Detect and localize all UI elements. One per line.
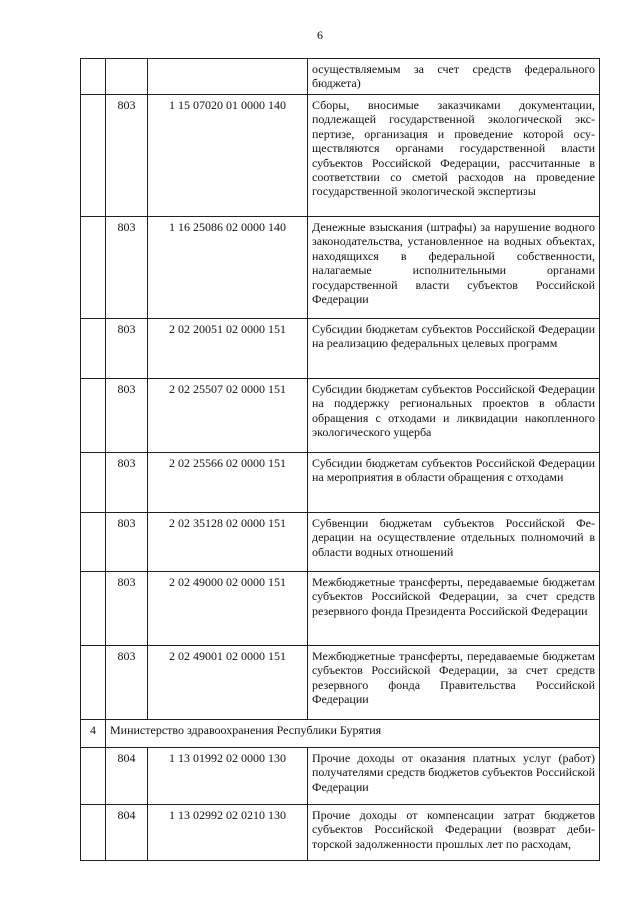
row-number-cell [81,453,106,513]
table-body [81,59,600,861]
ministry-row [81,720,600,748]
budget-classification-code: 1 16 25086 02 0000 140 [148,217,308,319]
budget-classification-code: 2 02 20051 02 0000 151 [148,319,308,379]
table-row [81,513,600,572]
admin-code-cell: 803 [106,217,148,319]
revenue-name-cell: Сборы, вносимые заказчиками документации, подлежащей государственной экологической экспертизе, организация и проведение которой осуществляются органами государственной власти субъектов Российской Федерации, рассчитанные в соответствии со сметой расходов на проведение государственной экологической экспертизы [308,95,600,217]
budget-classification-code: 1 15 07020 01 0000 140 [148,95,308,217]
admin-code-cell: 803 [106,572,148,646]
revenue-name-cell: Межбюджетные трансферты, передаваемые бюджетам субъектов Российской Федерации, за счет средств резервного фонда Президента Российской Федерации [308,572,600,646]
row-number-cell [81,379,106,453]
table-row [81,453,600,513]
row-number-cell [81,59,106,95]
revenue-name-cell: Прочие доходы от компенсации затрат бюджетов субъектов Российской Федерации (возврат дебиторской задолженности прошлых лет по расходам, [308,805,600,861]
budget-classification-code: 2 02 25566 02 0000 151 [148,453,308,513]
table-row [81,379,600,453]
row-number-cell [81,513,106,572]
row-number-cell [81,319,106,379]
budget-classification-code: 2 02 25507 02 0000 151 [148,379,308,453]
table-row [81,646,600,720]
budget-classification-code: 2 02 49001 02 0000 151 [148,646,308,720]
page-number: 6 [317,28,323,42]
ministry-number: 4 [81,720,106,748]
admin-code-cell: 804 [106,805,148,861]
table-row [81,319,600,379]
revenue-name-cell: Субсидии бюджетам субъектов Российской Федерации на мероприятия в области обращения с отходами [308,453,600,513]
budget-classification-code [148,59,308,95]
budget-classification-code: 1 13 01992 02 0000 130 [148,748,308,805]
admin-code-cell: 803 [106,513,148,572]
budget-classification-code: 1 13 02992 02 0210 130 [148,805,308,861]
admin-code-cell: 803 [106,319,148,379]
admin-code-cell: 803 [106,379,148,453]
budget-classification-code: 2 02 49000 02 0000 151 [148,572,308,646]
table-row [81,59,600,95]
table-row [81,95,600,217]
row-number-cell [81,748,106,805]
admin-code-cell: 804 [106,748,148,805]
row-number-cell [81,217,106,319]
revenue-name-cell: Субсидии бюджетам субъектов Российской Федерации на реализацию федеральных целевых программ [308,319,600,379]
row-number-cell [81,95,106,217]
table-row [81,572,600,646]
table-row [81,805,600,861]
revenue-name-cell: осуществляемым за счет средств федерального бюджета) [308,59,600,95]
revenue-name-cell: Субсидии бюджетам субъектов Российской Федерации на поддержку региональных проектов в области обращения с отходами и ликвидации накопленного экологического ущерба [308,379,600,453]
admin-code-cell: 803 [106,453,148,513]
admin-code-cell [106,59,148,95]
row-number-cell [81,805,106,861]
ministry-name: Министерство здравоохранения Республики Бурятия [106,720,600,748]
row-number-cell [81,572,106,646]
revenue-name-cell: Субвенции бюджетам субъектов Российской Федерации на осуществление отдельных полномочий в области водных отношений [308,513,600,572]
revenue-name-cell: Прочие доходы от оказания платных услуг (работ) получателями средств бюджетов субъектов Российской Федерации [308,748,600,805]
table-row [81,217,600,319]
admin-code-cell: 803 [106,95,148,217]
admin-code-cell: 803 [106,646,148,720]
revenue-name-cell: Межбюджетные трансферты, передаваемые бюджетам субъектов Российской Федерации, за счет средств резервного фонда Правительства Российской Федерации [308,646,600,720]
row-number-cell [81,646,106,720]
table-row [81,748,600,805]
budget-classification-code: 2 02 35128 02 0000 151 [148,513,308,572]
revenue-name-cell: Денежные взыскания (штрафы) за нарушение водного законодательства, установленное на водных объектах, находящихся в федеральной собственности, налагаемые исполнительными органами государственной власти субъектов Российской Федерации [308,217,600,319]
revenue-codes-table [80,58,600,861]
